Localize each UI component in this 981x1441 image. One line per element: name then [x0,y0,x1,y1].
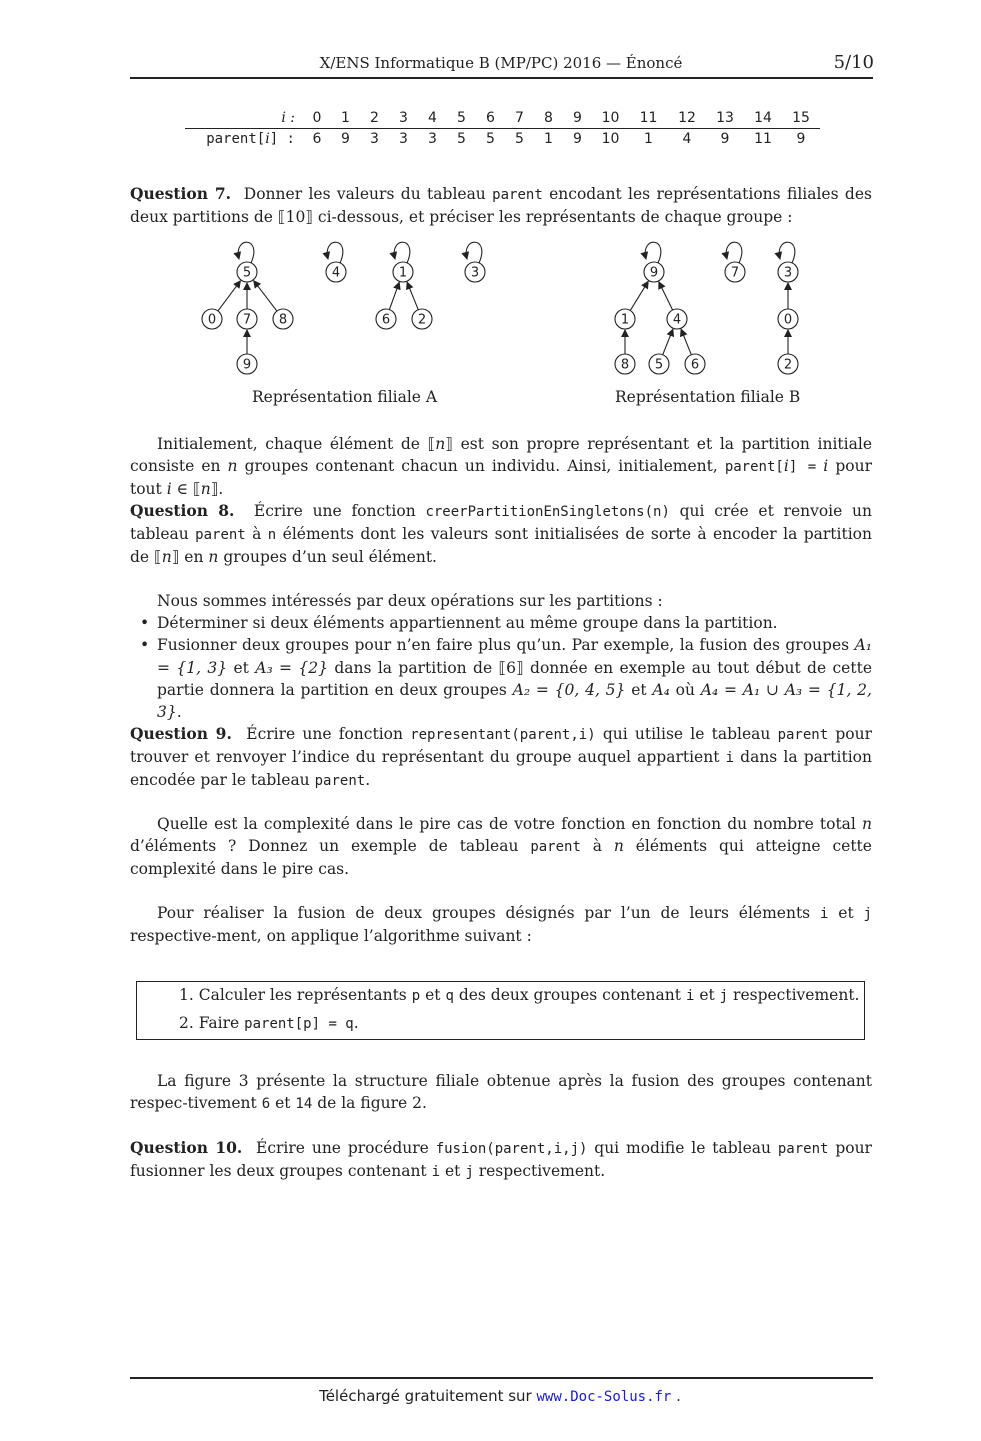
self-loop-arrow [394,242,410,263]
question-label: Question 8. [130,501,235,520]
index-cell: 5 [447,108,476,129]
node-label: 9 [242,357,252,373]
node-label: 8 [278,312,288,328]
index-cell: 4 [418,108,447,129]
edge-arrow [254,281,277,311]
self-loop-arrow [466,242,482,263]
parent-cell: 9 [720,131,730,147]
parent-cell: 5 [515,131,524,147]
parent-cell: 3 [399,131,408,147]
parent-cell: 6 [312,131,322,147]
tree-a [202,242,485,374]
edge-arrow [659,282,673,310]
node-label: 2 [783,357,793,373]
page-number: 5/10 [833,52,874,73]
index-cell: 2 [360,108,389,129]
question-8: Question 8. Écrire une fonction creerPartitionEnSingletons(n) qui crée et renvoie un tableau parent à n éléments dont les valeurs sont initialisées de sorte à encoder la partition de ⟦n⟧ en n groupes d’un seul élément. [130,501,873,567]
node-label: 5 [654,357,664,373]
index-cell: 13 [706,108,744,129]
node-label: 1 [620,312,630,328]
edge-arrow [663,329,673,355]
index-cell: 1 [331,108,360,129]
index-cell: 15 [782,108,820,129]
index-cell: 0 [303,108,331,129]
self-loop-arrow [238,242,254,263]
node-label: 3 [470,265,480,281]
node-label: 4 [672,312,682,328]
algorithm-step-1: 1. Calculer les représentants p et q des deux groupes contenant i et j respectivement. [179,986,860,1004]
parent-table [185,108,820,149]
index-cell: 8 [534,108,563,129]
node-label: 6 [381,312,391,328]
question-label: Question 10. [130,1138,243,1157]
node-label: 0 [783,312,793,328]
algorithm-box [136,981,865,1040]
node-label: 0 [207,312,217,328]
parent-cell: 5 [486,131,495,147]
edge-arrow [389,282,399,309]
index-cell: 6 [476,108,505,129]
operations-list [130,612,872,723]
index-cell: 11 [629,108,668,129]
init-paragraph: Initialement, chaque élément de ⟦n⟧ est son propre représentant et la partition initiale consiste en n groupes contenant chacun un individu. Ainsi, initialement, parent[i] = i pour tout i ∈ ⟦n⟧. [130,435,872,499]
edge-arrow [681,329,691,355]
self-loop-arrow [726,242,742,263]
self-loop-arrow [779,242,795,263]
tree-b [615,242,798,374]
node-label: 7 [242,312,252,328]
figure3-paragraph: La figure 3 présente la structure filiale obtenue après la fusion des groupes contenant respec-tivement 6 et 14 de la figure 2. [130,1072,872,1113]
caption-a: Représentation filiale A [252,388,438,406]
parent-cell: 9 [796,131,806,147]
index-cell: 14 [744,108,782,129]
footer-link[interactable]: www.Doc-Solus.fr [536,1389,672,1405]
index-cell: 10 [592,108,629,129]
parent-cell: 11 [754,131,772,147]
index-row [185,108,820,129]
node-label: 2 [417,312,427,328]
self-loop-arrow [645,242,661,263]
self-loop-arrow [327,242,343,263]
index-cell: 12 [668,108,706,129]
index-cell: 3 [389,108,418,129]
parent-cell: 3 [428,131,437,147]
operations-intro: Nous sommes intéressés par deux opérations sur les partitions : [157,592,663,610]
question-label: Question 9. [130,724,232,743]
list-item: • Fusionner deux groupes pour n’en faire plus qu’un. Par exemple, la fusion des groupes A₁ = {1, 3} et A₃ = {2} dans la partition de ⟦6⟧ donnée en exemple au tout début de cette partie donnera la partition en deux groupes A₂ = {0, 4, 5} et A₄ où A₄ = A₁ ∪ A₃ = {1, 2, 3}. [130,634,872,723]
parent-cell: 1 [544,131,553,147]
node-label: 8 [620,357,630,373]
figure-partitions [190,238,830,413]
caption-b: Représentation filiale B [615,388,801,406]
node-label: 6 [690,357,700,373]
node-label: 1 [398,265,408,281]
parent-cell: 10 [601,131,620,147]
header-rule [130,77,873,79]
question-9: Question 9. Écrire une fonction representant(parent,i) qui utilise le tableau parent pour trouver et renvoyer l’indice du représentant du groupe auquel appartient i dans la partition encodée par le tableau parent. [130,724,873,790]
question-7: Question 7. Donner les valeurs du tableau parent encodant les représentations filiales des deux partitions de ⟦10⟧ ci-dessous, et préciser les représentants de chaque groupe : [130,184,872,227]
parent-cell: 4 [682,131,692,147]
footer: Téléchargé gratuitement sur www.Doc-Solus.fr . [319,1387,681,1405]
parent-row [185,129,820,150]
figure-svg [190,238,830,413]
node-label: 9 [649,265,659,281]
list-item: • Déterminer si deux éléments appartiennent au même groupe dans la partition. [130,612,872,634]
parent-cell: 9 [573,131,582,147]
edge-arrow [630,281,648,310]
parent-cell: 3 [370,131,379,147]
index-cell: 7 [505,108,534,129]
fusion-paragraph: Pour réaliser la fusion de deux groupes désignés par l’un de leurs éléments i et j respective-ment, on applique l’algorithme suivant : [130,904,872,946]
node-label: 4 [331,265,341,281]
index-row-label: i : [185,108,303,129]
complexity-paragraph: Quelle est la complexité dans le pire cas de votre fonction en fonction du nombre total n d’éléments ? Donnez un exemple de tableau parent à n éléments qui atteigne cette complexité dans le pire cas. [130,815,872,879]
question-10: Question 10. Écrire une procédure fusion(parent,i,j) qui modifie le tableau parent pour fusionner les deux groupes contenant i et j respectivement. [130,1138,872,1181]
parent-cell: 1 [644,131,653,147]
footer-rule [130,1377,873,1379]
edge-arrow [407,282,418,310]
node-label: 7 [730,265,740,281]
header-title: X/ENS Informatique B (MP/PC) 2016 — Énoncé [319,54,683,72]
node-label: 3 [783,265,793,281]
operations [130,590,872,723]
question-label: Question 7. [130,184,232,203]
index-cell: 9 [563,108,592,129]
node-label: 5 [242,265,252,281]
parent-cell: 9 [341,131,350,147]
parent-cell: 5 [457,131,466,147]
algorithm-step-2: 2. Faire parent[p] = q. [179,1014,359,1032]
parent-row-label: parent[i] : [206,131,295,147]
edge-arrow [218,281,240,311]
